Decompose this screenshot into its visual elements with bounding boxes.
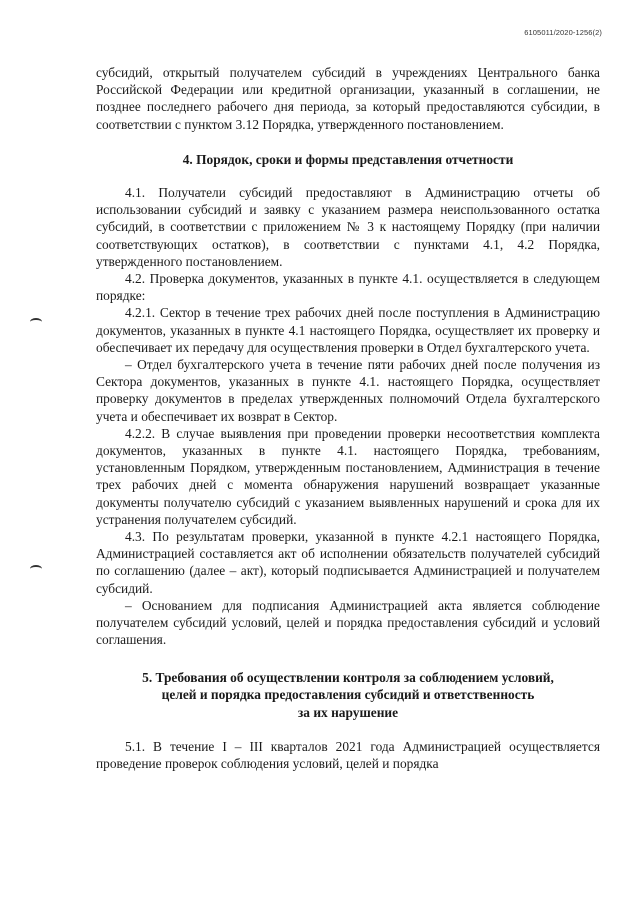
section-5-heading-line-3: за их нарушение: [297, 704, 399, 720]
section-5-heading-line-1: 5. Требования об осуществлении контроля за соблюдением условий,: [142, 669, 554, 685]
section-5-heading-line-2: целей и порядка предоставления субсидий и ответственность: [161, 687, 535, 703]
paragraph-4-1: 4.1. Получатели субсидий предоставляют в Администрацию отчеты об использовании субсидий и заявку с указанием размера неиспользованного остатка субсидий, в соответствии с приложением № 3 к настоящему Порядку (при наличии соответствующих остатков), в соответствии с пунктами 4.1, 4.2 Порядка, утвержденного постановлением.: [96, 185, 600, 269]
paragraph-5-1: 5.1. В течение I – III кварталов 2021 года Администрацией осуществляется проведение проверок соблюдения условий, целей и порядка: [96, 739, 600, 772]
paragraph-4-2-1: 4.2.1. Сектор в течение трех рабочих дней после поступления в Администрацию документов, указанных в пункте 4.1 настоящего Порядка, осуществляет их проверку и обеспечивает их передачу для осуществления проверки в Отдел бухгалтерского учета.: [96, 305, 600, 355]
paragraph-accounting-check: – Отдел бухгалтерского учета в течение пяти рабочих дней после получения из Сектора документов, указанных в пункте 4.1. настоящего Порядка, осуществляет проверку документов в пределах утвержденных полномочий Отдела бухгалтерского учета и обеспечивает их возврат в Сектор.: [96, 357, 600, 424]
document-page: [96, 64, 600, 773]
paragraph-4-2-2: 4.2.2. В случае выявления при проведении проверки несоответствия комплекта документов, указанных в пункте 4.1. настоящего Порядка, требованиям, установленным Порядком, утвержденным постановлением, Администрация в течение трех рабочих дней с момента обнаружения нарушений возвращает указанные документы получателю субсидий с указанием выявленных нарушений и срока для их устранения получателем субсидий.: [96, 425, 600, 527]
section-4-heading: 4. Порядок, сроки и формы представления отчетности: [182, 151, 514, 167]
section-5-heading: [96, 669, 600, 722]
continuation-paragraph: субсидий, открытый получателем субсидий в учреждениях Центрального банка Российской Федерации или кредитной организации, указанный в соглашении, не позднее последнего рабочего дня периода, за который предоставляются субсидии, в соответствии с пунктом 3.12 Порядка, утвержденного постановлением.: [96, 65, 600, 132]
margin-mark-top: [30, 318, 42, 326]
paragraph-4-2: 4.2. Проверка документов, указанных в пункте 4.1. осуществляется в следующем порядке:: [96, 271, 600, 304]
margin-mark-bottom: [30, 565, 42, 573]
document-id: 6105011/2020-1256(2): [524, 28, 602, 37]
paragraph-act-basis: – Основанием для подписания Администрацией акта является соблюдение получателем субсидий условий, целей и порядка предоставления субсидий и условий соглашения.: [96, 597, 600, 648]
paragraph-4-3: 4.3. По результатам проверки, указанной в пункте 4.2.1 настоящего Порядка, Администрацией составляется акт об исполнении обязательств получателей субсидий по соглашению (далее – акт), который подписывается Администрацией и получателем субсидий.: [96, 529, 600, 596]
